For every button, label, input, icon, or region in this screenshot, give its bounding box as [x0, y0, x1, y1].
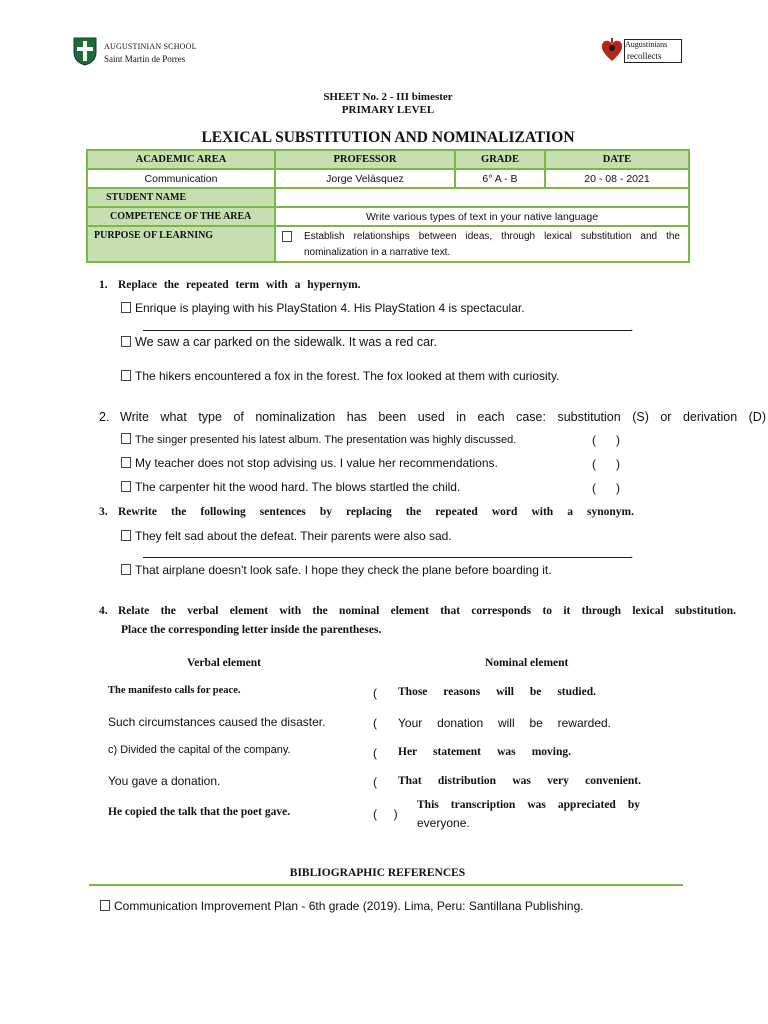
checkbox-icon [282, 231, 292, 242]
q2-item-2-text: My teacher does not stop advising us. I value her recommendations. [135, 456, 498, 470]
purpose-label: PURPOSE OF LEARNING [87, 226, 275, 262]
q2-answer-paren-3[interactable]: ( ) [592, 481, 620, 495]
q2-answer-paren-1[interactable]: ( ) [592, 433, 620, 447]
nominal-item-5-line1: This transcription was appreciated by [417, 799, 640, 811]
heart-emblem-icon [600, 37, 624, 63]
match-paren-5[interactable]: ( ) [373, 807, 398, 821]
reference-item-1 [100, 899, 584, 913]
q1-answer-line[interactable] [143, 330, 631, 331]
q3-item-1 [121, 529, 452, 543]
purpose-cell [275, 226, 689, 262]
nominal-item-3: Her statement was moving. [398, 746, 571, 758]
q3-item-2-text: That airplane doesn't look safe. I hope they check the plane before boarding it. [135, 563, 552, 577]
competence-value: Write various types of text in your native language [275, 207, 689, 226]
q1-item-3 [121, 369, 559, 383]
q3-item-1-text: They felt sad about the defeat. Their parents were also sad. [135, 529, 452, 543]
competence-label: COMPETENCE OF THE AREA [87, 207, 275, 226]
q1-item-3-text: The hikers encountered a fox in the forest. The fox looked at them with curiosity. [135, 369, 560, 383]
q2-item-1 [121, 433, 516, 446]
student-row [87, 188, 689, 207]
q1-item-1-text: Enrique is playing with his PlayStation 4. His PlayStation 4 is spectacular. [135, 301, 525, 315]
answer-line-period: . [630, 320, 634, 334]
student-name-field[interactable] [275, 188, 689, 207]
verbal-item-5: He copied the talk that the poet gave. [108, 806, 291, 818]
header-professor: PROFESSOR [275, 150, 455, 169]
verbal-item-2: Such circumstances caused the disaster. [108, 715, 326, 729]
checkbox-icon [100, 900, 110, 911]
grade-value: 6° A - B [455, 169, 545, 188]
professor-value: Jorge Velásquez [275, 169, 455, 188]
verbal-item-3: c) Divided the capital of the company. [108, 744, 291, 756]
academic-area-value: Communication [87, 169, 275, 188]
school-name-line1: AUGUSTINIAN SCHOOL [104, 42, 197, 51]
augustinians-logo [598, 35, 684, 65]
q2-number: 2. [99, 410, 110, 424]
match-paren-4[interactable]: ( [373, 775, 377, 789]
q1-item-2 [121, 335, 437, 349]
q3-instruction: Rewrite the following sentences by replacing the repeated word with a synonym. [118, 506, 634, 518]
header-date: DATE [545, 150, 689, 169]
q4-instruction-line1: Relate the verbal element with the nominal element that corresponds to it through lexical substitution. [118, 605, 736, 617]
verbal-item-1: The manifesto calls for peace. [108, 685, 241, 696]
q4-number: 4. [99, 605, 108, 617]
page-title: LEXICAL SUBSTITUTION AND NOMINALIZATION [201, 129, 575, 146]
nominal-item-1: Those reasons will be studied. [398, 686, 596, 698]
q2-item-1-text: The singer presented his latest album. The presentation was highly discussed. [135, 434, 517, 446]
match-paren-2[interactable]: ( [373, 716, 377, 730]
checkbox-icon[interactable] [121, 302, 131, 313]
q2-item-3 [121, 480, 460, 494]
nominal-item-2: Your donation will be rewarded. [398, 716, 611, 730]
match-paren-3[interactable]: ( [373, 746, 377, 760]
info-values-row [87, 169, 689, 188]
q4-instruction-line2: Place the corresponding letter inside the parentheses. [121, 624, 382, 636]
q3-number: 3. [99, 506, 108, 518]
school-name-line2: Saint Martin de Porres [104, 54, 186, 64]
level-label: PRIMARY LEVEL [341, 104, 435, 116]
verbal-element-header: Verbal element [187, 657, 261, 669]
q2-instruction: Write what type of nominalization has been used in each case: substitution (S) or derivation (D) [120, 410, 766, 424]
references-title: BIBLIOGRAPHIC REFERENCES [289, 867, 466, 879]
q2-item-3-text: The carpenter hit the wood hard. The blows startled the child. [135, 480, 461, 494]
student-name-label: STUDENT NAME [87, 188, 275, 207]
info-table [86, 149, 690, 263]
info-header-row [87, 150, 689, 169]
checkbox-icon[interactable] [121, 433, 131, 444]
checkbox-icon[interactable] [121, 564, 131, 575]
q1-number: 1. [99, 279, 108, 291]
q1-instruction: Replace the repeated term with a hypernym. [118, 279, 361, 291]
match-paren-1[interactable]: ( [373, 686, 377, 700]
verbal-item-4: You gave a donation. [108, 774, 221, 788]
q3-item-2 [121, 563, 552, 577]
logo-text-line2: recollects [627, 51, 662, 61]
q1-item-1 [121, 301, 525, 315]
checkbox-icon[interactable] [121, 530, 131, 541]
competence-row [87, 207, 689, 226]
header-grade: GRADE [455, 150, 545, 169]
nominal-element-header: Nominal element [485, 657, 569, 669]
purpose-value: Establish relationships between ideas, through lexical substitution and the nominalization in a narrative text. [304, 230, 680, 258]
sheet-number: SHEET No. 2 - III bimester [323, 91, 453, 103]
school-shield-icon [72, 36, 98, 66]
q3-answer-line[interactable] [143, 557, 631, 558]
checkbox-icon[interactable] [121, 457, 131, 468]
q1-item-2-text: We saw a car parked on the sidewalk. It was a red car. [135, 335, 437, 349]
references-divider [89, 884, 683, 886]
checkbox-icon[interactable] [121, 370, 131, 381]
header-academic-area: ACADEMIC AREA [87, 150, 275, 169]
q2-item-2 [121, 456, 498, 470]
purpose-row [87, 226, 689, 262]
reference-item-1-text: Communication Improvement Plan - 6th grade (2019). Lima, Peru: Santillana Publishing. [114, 899, 584, 913]
nominal-item-4: That distribution was very convenient. [398, 775, 641, 787]
school-logo [72, 36, 240, 70]
nominal-item-5-line2: everyone. [417, 816, 470, 830]
q2-answer-paren-2[interactable]: ( ) [592, 457, 620, 471]
date-value: 20 - 08 - 2021 [545, 169, 689, 188]
checkbox-icon[interactable] [121, 336, 131, 347]
answer-line-period: . [630, 547, 634, 561]
logo-text-line1: Augustinians [625, 40, 668, 49]
checkbox-icon[interactable] [121, 481, 131, 492]
